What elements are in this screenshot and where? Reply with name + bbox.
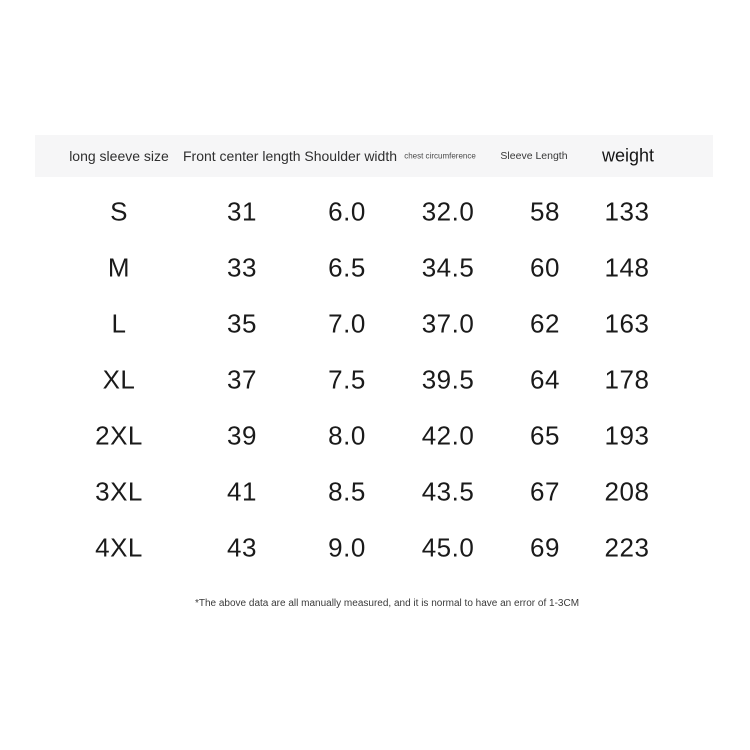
weight-cell: 133 [604,196,650,227]
header-chest-circumference: chest circumference [404,151,476,161]
size-cell: S [110,196,128,227]
front-center-length-cell: 41 [227,476,257,507]
sleeve-length-cell: 60 [530,252,560,283]
chest-circumference-cell: 43.5 [421,476,475,507]
size-cell: XL [102,364,136,395]
shoulder-width-cell: 8.5 [328,476,366,507]
weight-cell: 223 [604,532,650,563]
size-cell: 2XL [95,420,143,451]
table-row-2xl [35,408,713,464]
sleeve-length-cell: 65 [530,420,560,451]
sleeve-length-cell: 62 [530,308,560,339]
table-row-xl [35,352,713,408]
header-weight: weight [601,145,655,166]
measurement-disclaimer: *The above data are all manually measured, and it is normal to have an error of 1-3CM [194,598,580,609]
shoulder-width-cell: 6.5 [328,252,366,283]
front-center-length-cell: 37 [227,364,257,395]
front-center-length-cell: 43 [227,532,257,563]
weight-cell: 178 [604,364,650,395]
sleeve-length-cell: 58 [530,196,560,227]
size-cell: 4XL [95,532,143,563]
front-center-length-cell: 33 [227,252,257,283]
table-header-row [35,135,713,177]
weight-cell: 148 [604,252,650,283]
chest-circumference-cell: 37.0 [421,308,475,339]
size-cell: M [107,252,131,283]
chest-circumference-cell: 34.5 [421,252,475,283]
table-row-4xl [35,520,713,576]
weight-cell: 208 [604,476,650,507]
table-body [35,177,713,576]
table-row-3xl [35,464,713,520]
chest-circumference-cell: 42.0 [421,420,475,451]
header-front-center-length-shoulder-width: Front center length Shoulder width [182,148,398,164]
sleeve-length-cell: 64 [530,364,560,395]
shoulder-width-cell: 9.0 [328,532,366,563]
chest-circumference-cell: 32.0 [421,196,475,227]
chest-circumference-cell: 39.5 [421,364,475,395]
front-center-length-cell: 39 [227,420,257,451]
front-center-length-cell: 31 [227,196,257,227]
chest-circumference-cell: 45.0 [421,532,475,563]
header-sleeve-length: Sleeve Length [500,150,568,162]
weight-cell: 163 [604,308,650,339]
shoulder-width-cell: 7.0 [328,308,366,339]
table-row-l [35,296,713,352]
shoulder-width-cell: 6.0 [328,196,366,227]
size-cell: 3XL [95,476,143,507]
weight-cell: 193 [604,420,650,451]
shoulder-width-cell: 7.5 [328,364,366,395]
sleeve-length-cell: 69 [530,532,560,563]
front-center-length-cell: 35 [227,308,257,339]
sleeve-length-cell: 67 [530,476,560,507]
size-cell: L [111,308,127,339]
header-long-sleeve-size: long sleeve size [69,148,169,164]
shoulder-width-cell: 8.0 [328,420,366,451]
table-row-m [35,240,713,296]
table-row-s [35,184,713,240]
size-chart-table [35,135,713,609]
